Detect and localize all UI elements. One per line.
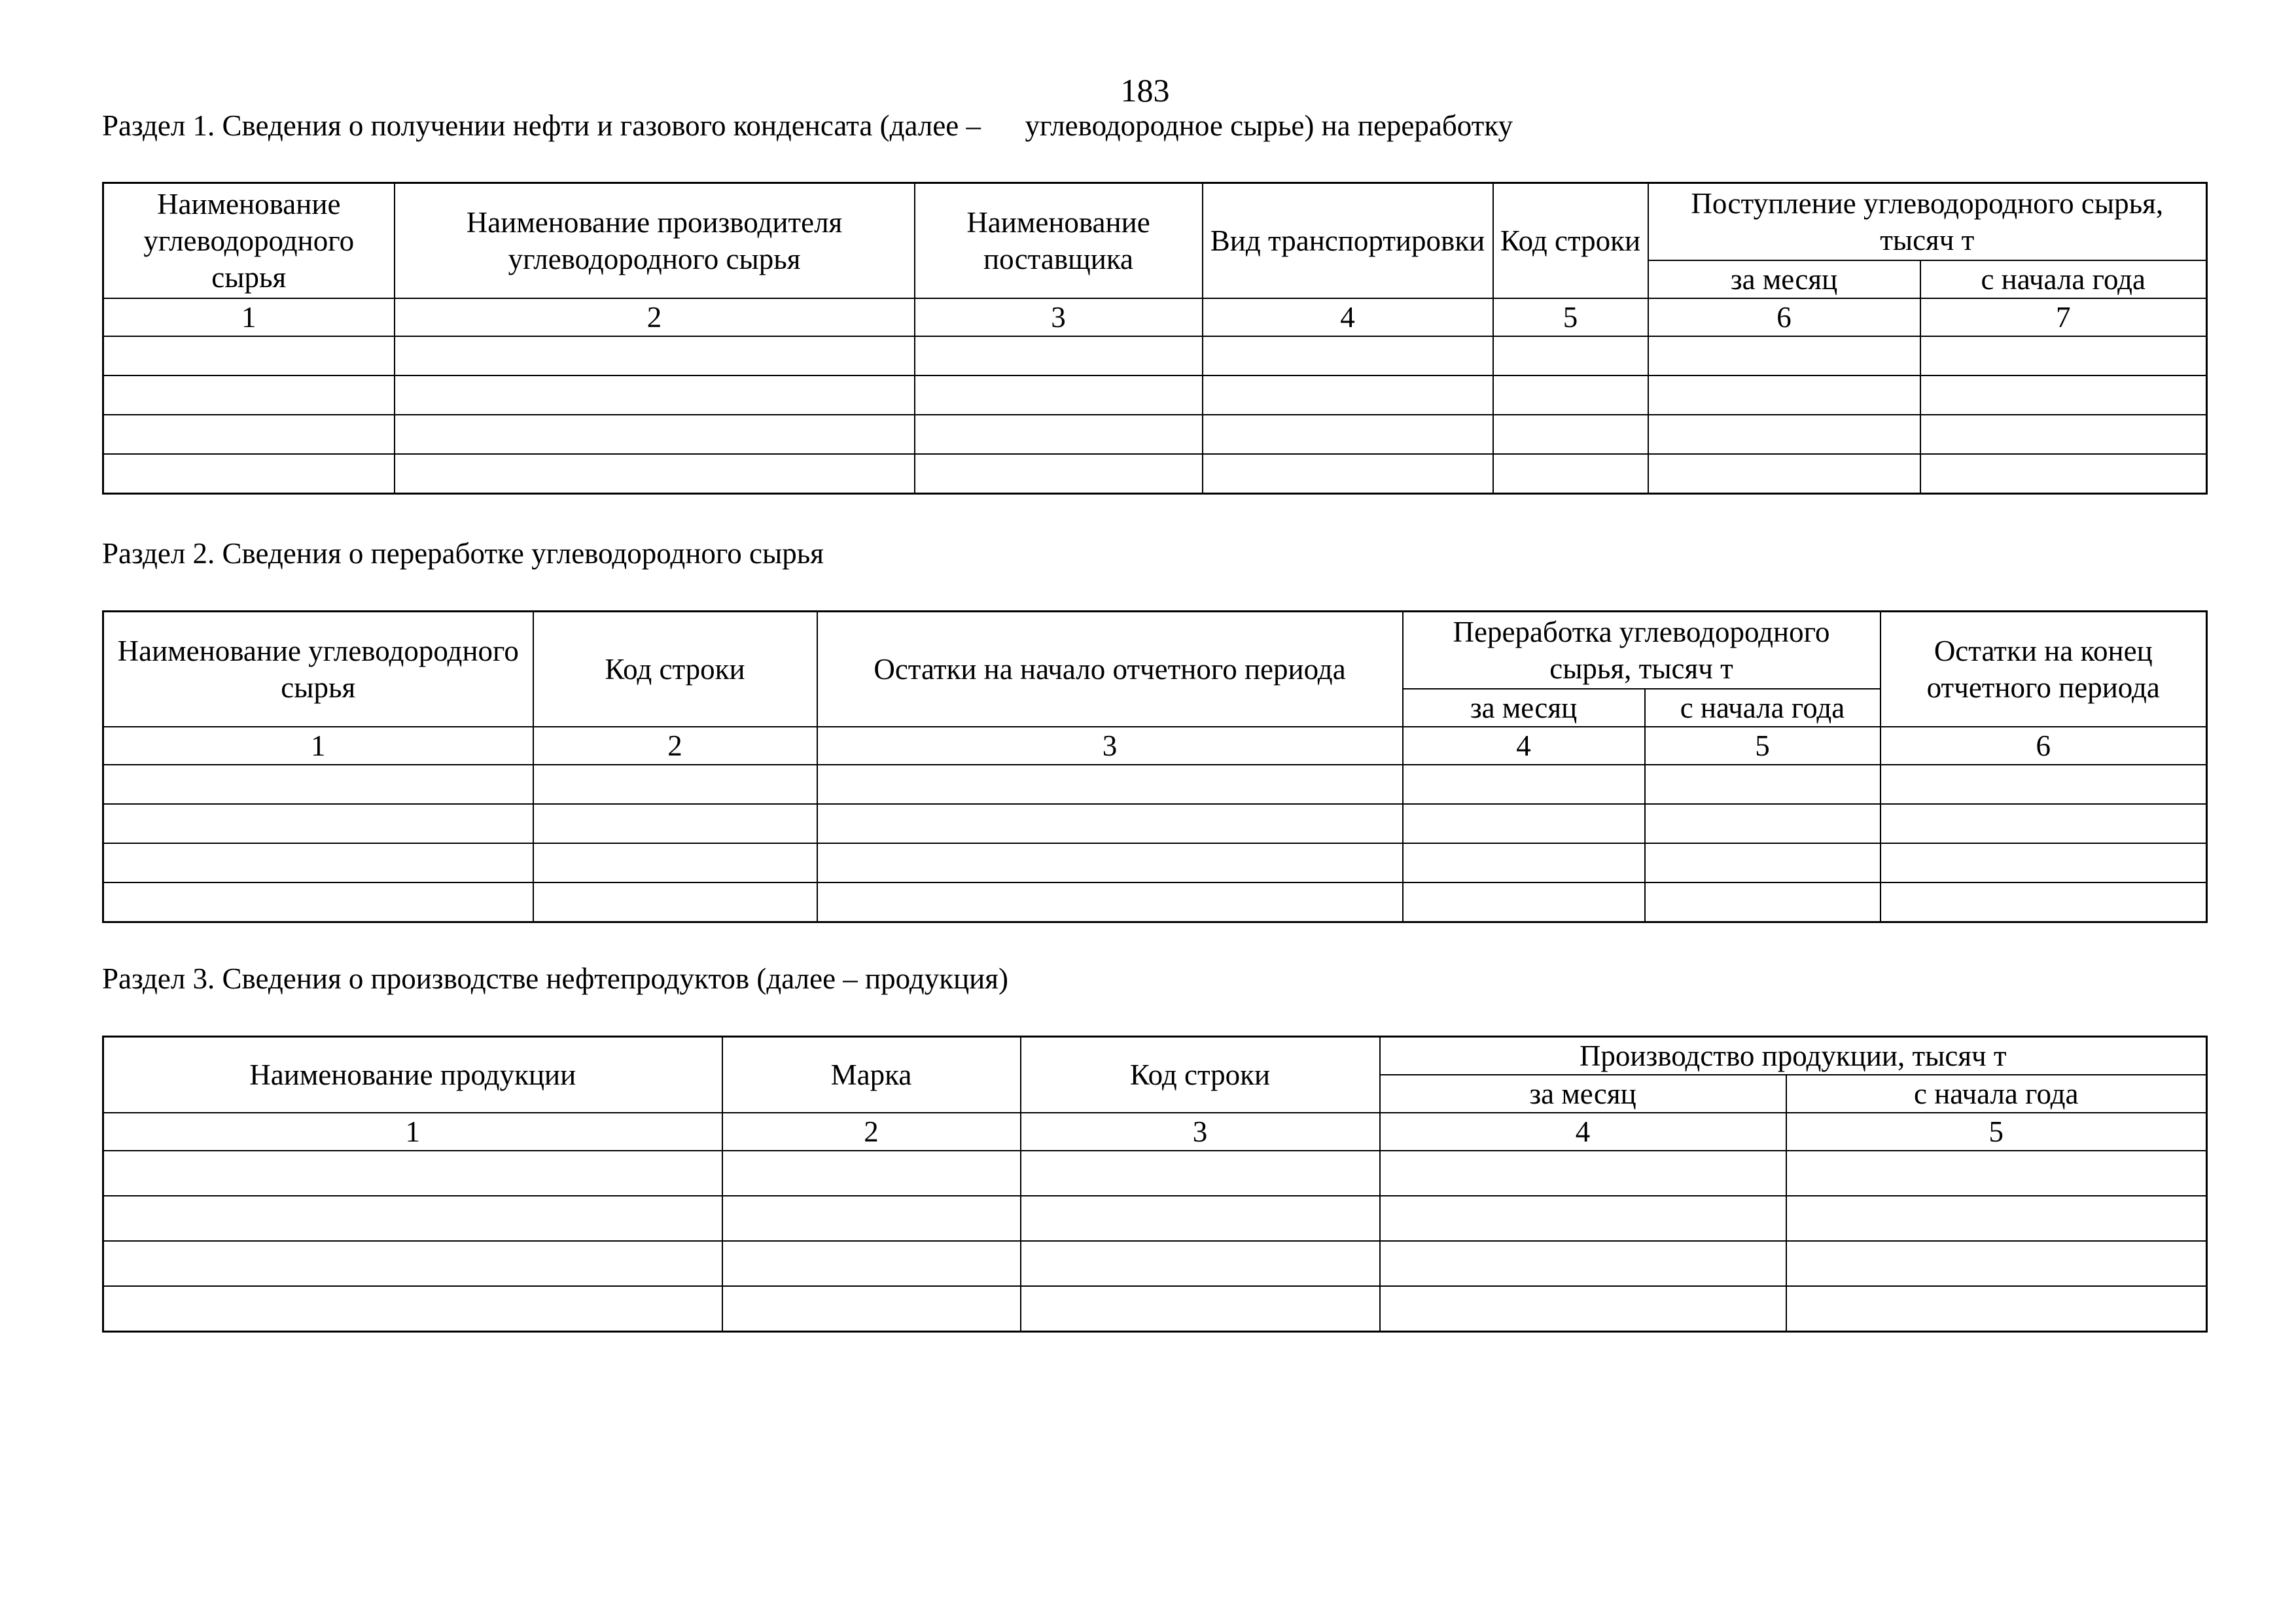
table-cell <box>1380 1196 1786 1241</box>
column-number: 7 <box>1920 298 2207 336</box>
header-processing-group: Переработка углеводородного сырья, тысяч т <box>1403 612 1881 689</box>
table-cell <box>1203 336 1493 375</box>
table-cell <box>1021 1196 1380 1241</box>
column-number: 2 <box>533 727 817 765</box>
column-number: 1 <box>103 727 533 765</box>
table-cell <box>1380 1241 1786 1286</box>
column-number: 3 <box>817 727 1403 765</box>
table-cell <box>1203 375 1493 415</box>
column-number: 2 <box>395 298 915 336</box>
table-cell <box>722 1151 1021 1196</box>
header-year-to-date: с начала года <box>1920 260 2207 298</box>
table-cell <box>1645 804 1881 843</box>
table-row <box>103 454 2207 494</box>
table-cell <box>1645 882 1881 922</box>
table-cell <box>1920 375 2207 415</box>
header-per-month: за месяц <box>1648 260 1920 298</box>
column-number: 5 <box>1786 1113 2207 1151</box>
table-cell <box>103 1241 722 1286</box>
table-cell <box>1380 1151 1786 1196</box>
table-cell <box>722 1286 1021 1332</box>
header-row-code: Код строки <box>1021 1037 1380 1113</box>
table-cell <box>1493 415 1648 454</box>
header-raw-material-name: Наименование углеводородного сырья <box>103 612 533 727</box>
section-2-table <box>102 610 2208 923</box>
column-numbers-row <box>103 298 2207 336</box>
table-cell <box>395 454 915 494</box>
column-numbers-row <box>103 1113 2207 1151</box>
table-cell <box>817 804 1403 843</box>
table-row <box>103 415 2207 454</box>
table-cell <box>1920 336 2207 375</box>
table-cell <box>1021 1286 1380 1332</box>
table-cell <box>103 804 533 843</box>
header-supplier-name: Наименование поставщика <box>915 183 1203 298</box>
section-1-title: Раздел 1. Сведения о получении нефти и газового конденсата (далее – углеводородное сырье) на переработку <box>102 109 1513 142</box>
table-cell <box>1493 336 1648 375</box>
table-cell <box>1403 843 1645 882</box>
header-per-month: за месяц <box>1380 1075 1786 1113</box>
column-number: 5 <box>1493 298 1648 336</box>
section-1-table <box>102 182 2208 495</box>
table-cell <box>915 454 1203 494</box>
table-cell <box>103 454 395 494</box>
column-number: 4 <box>1380 1113 1786 1151</box>
table-cell <box>1648 336 1920 375</box>
table-cell <box>722 1196 1021 1241</box>
table-row <box>103 765 2207 804</box>
header-brand: Марка <box>722 1037 1021 1113</box>
table-cell <box>1881 882 2207 922</box>
table-cell <box>1403 882 1645 922</box>
header-transport-type: Вид транспортировки <box>1203 183 1493 298</box>
column-number: 4 <box>1403 727 1645 765</box>
table-cell <box>1203 454 1493 494</box>
column-number: 3 <box>915 298 1203 336</box>
column-number: 6 <box>1648 298 1920 336</box>
table-cell <box>1881 843 2207 882</box>
table-cell <box>533 843 817 882</box>
table-cell <box>103 375 395 415</box>
table-cell <box>533 765 817 804</box>
table-cell <box>103 1196 722 1241</box>
table-row <box>103 843 2207 882</box>
column-number: 5 <box>1645 727 1881 765</box>
table-cell <box>103 843 533 882</box>
page-number: 183 <box>1120 72 1170 109</box>
table-cell <box>395 415 915 454</box>
table-cell <box>1648 415 1920 454</box>
table-cell <box>1920 454 2207 494</box>
table-cell <box>1786 1151 2207 1196</box>
header-closing-balance: Остатки на конец отчетного периода <box>1881 612 2207 727</box>
table-cell <box>1648 454 1920 494</box>
column-number: 6 <box>1881 727 2207 765</box>
table-cell <box>1881 765 2207 804</box>
header-year-to-date: с начала года <box>1786 1075 2207 1113</box>
table-row <box>103 1241 2207 1286</box>
table-row <box>103 1151 2207 1196</box>
table-cell <box>103 765 533 804</box>
table-cell <box>817 843 1403 882</box>
section-2-title: Раздел 2. Сведения о переработке углеводородного сырья <box>102 537 824 570</box>
table-cell <box>1021 1241 1380 1286</box>
column-number: 1 <box>103 298 395 336</box>
table-cell <box>1786 1286 2207 1332</box>
table-cell <box>915 415 1203 454</box>
table-cell <box>395 375 915 415</box>
header-row-code: Код строки <box>533 612 817 727</box>
table-cell <box>1786 1241 2207 1286</box>
header-per-month: за месяц <box>1403 689 1645 727</box>
table-cell <box>1493 375 1648 415</box>
table-cell <box>817 882 1403 922</box>
header-producer-name: Наименование производителя углеводородного сырья <box>395 183 915 298</box>
header-year-to-date: с начала года <box>1645 689 1881 727</box>
table-cell <box>1021 1151 1380 1196</box>
table-row <box>103 375 2207 415</box>
table-cell <box>1203 415 1493 454</box>
table-cell <box>915 375 1203 415</box>
header-opening-balance: Остатки на начало отчетного периода <box>817 612 1403 727</box>
table-cell <box>533 882 817 922</box>
table-cell <box>1920 415 2207 454</box>
column-number: 4 <box>1203 298 1493 336</box>
table-cell <box>395 336 915 375</box>
table-cell <box>1403 804 1645 843</box>
table-row <box>103 882 2207 922</box>
header-production-group: Производство продукции, тысяч т <box>1380 1037 2207 1075</box>
table-cell <box>1380 1286 1786 1332</box>
table-cell <box>817 765 1403 804</box>
table-cell <box>1645 843 1881 882</box>
table-cell <box>533 804 817 843</box>
table-cell <box>1786 1196 2207 1241</box>
table-cell <box>1403 765 1645 804</box>
header-product-name: Наименование продукции <box>103 1037 722 1113</box>
header-row-code: Код строки <box>1493 183 1648 298</box>
table-row <box>103 336 2207 375</box>
section-3-title: Раздел 3. Сведения о производстве нефтепродуктов (далее – продукция) <box>102 962 1008 995</box>
header-raw-material-name: Наименование углеводородного сырья <box>103 183 395 298</box>
table-cell <box>103 882 533 922</box>
table-cell <box>915 336 1203 375</box>
table-row <box>103 804 2207 843</box>
column-numbers-row <box>103 727 2207 765</box>
table-cell <box>1648 375 1920 415</box>
table-cell <box>103 1286 722 1332</box>
column-number: 1 <box>103 1113 722 1151</box>
column-number: 3 <box>1021 1113 1380 1151</box>
table-cell <box>103 415 395 454</box>
section-3-table <box>102 1036 2208 1333</box>
table-cell <box>103 336 395 375</box>
table-cell <box>1493 454 1648 494</box>
column-number: 2 <box>722 1113 1021 1151</box>
table-row <box>103 1196 2207 1241</box>
table-cell <box>1881 804 2207 843</box>
table-row <box>103 1286 2207 1332</box>
table-cell <box>722 1241 1021 1286</box>
table-cell <box>1645 765 1881 804</box>
header-receipt-group: Поступление углеводородного сырья, тысяч т <box>1648 183 2207 260</box>
table-cell <box>103 1151 722 1196</box>
